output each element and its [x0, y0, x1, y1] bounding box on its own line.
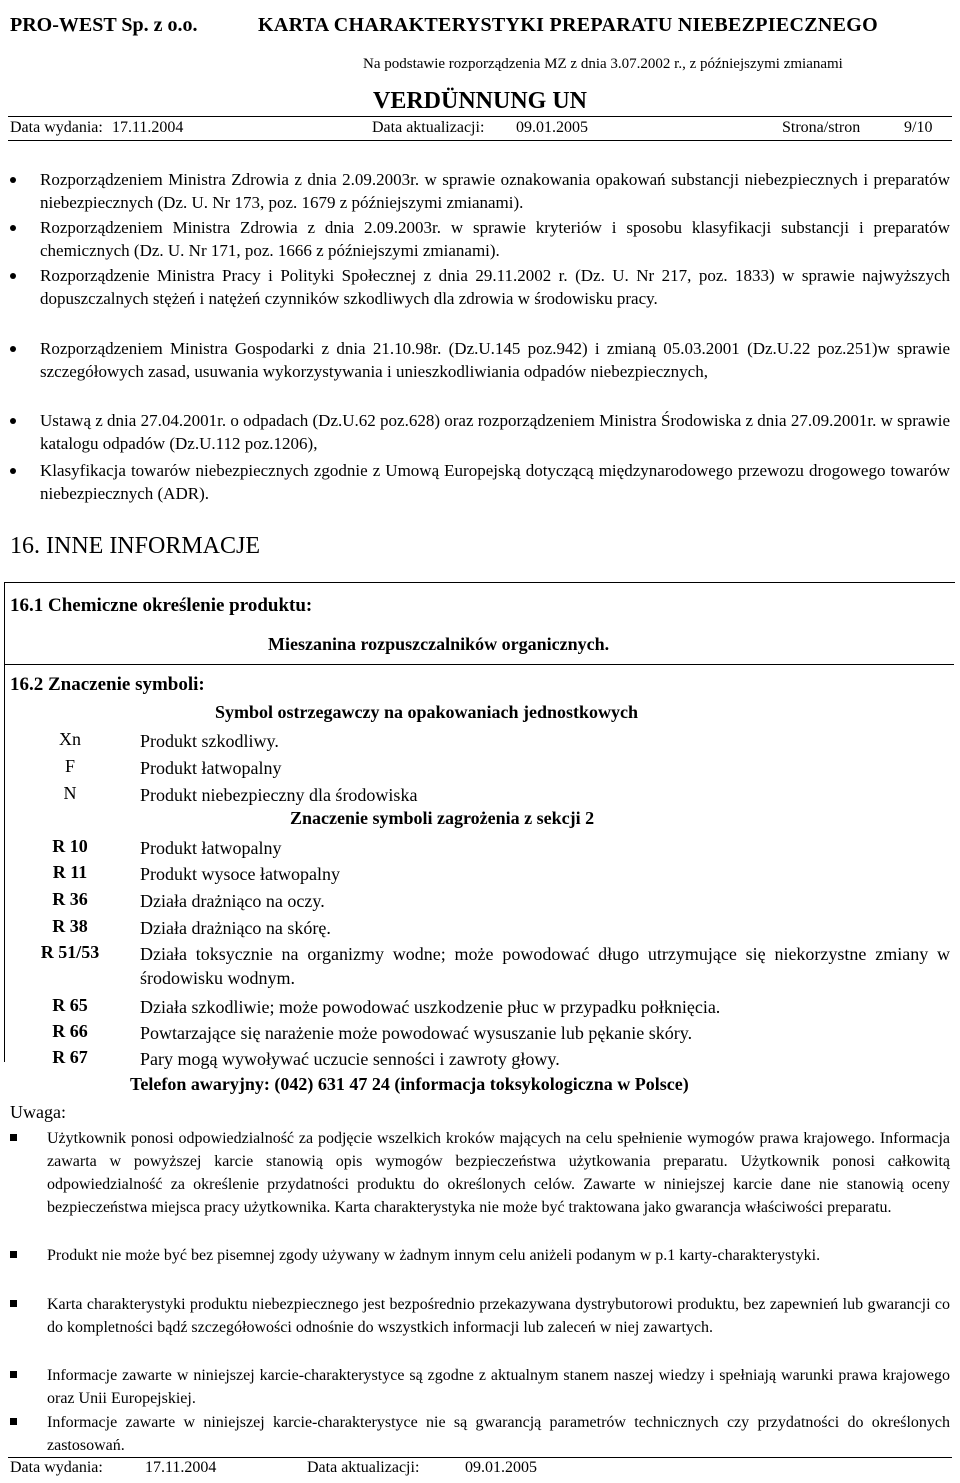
- symbol-description: Produkt łatwopalny: [140, 758, 282, 778]
- r-phrase-text: Produkt wysoce łatwopalny: [140, 864, 340, 884]
- subsection-divider: [5, 664, 954, 665]
- regulation-text: Ustawą z dnia 27.04.2001r. o odpadach (Dz.U.62 poz.628) oraz rozporządzeniem Ministra Środowiska z dnia 27.09.2001r. w sprawie katalogu odpadów (Dz.U.112 poz.1206),: [40, 411, 950, 453]
- footer-issue-date: 17.11.2004: [145, 1459, 217, 1476]
- header-divider: [8, 116, 952, 117]
- page-number: 9/10: [904, 119, 933, 136]
- r-phrase-text: Powtarzające się narażenie może powodować wysuszanie lub pękanie skóry.: [140, 1023, 693, 1043]
- bullet-icon: [10, 273, 16, 279]
- bullet-icon: [10, 177, 16, 183]
- bullet-icon: [10, 346, 16, 352]
- section-heading: 16. INNE INFORMACJE: [10, 533, 261, 559]
- footer-divider: [8, 1457, 952, 1458]
- note-item: [10, 1411, 950, 1457]
- r-phrase-text: Działa szkodliwie; może powodować uszkodzenie płuc w przypadku połknięcia.: [140, 997, 721, 1017]
- subsection-16-1-heading: 16.1 Chemiczne określenie produktu:: [10, 595, 313, 616]
- regulation-text: Klasyfikacja towarów niebezpiecznych zgodnie z Umową Europejską dotyczącą międzynarodowego przewozu drogowego towarów niebezpiecznych (ADR).: [40, 461, 950, 503]
- note-item: [10, 1364, 950, 1410]
- subsection-16-2-heading: 16.2 Znaczenie symboli:: [10, 674, 205, 695]
- note-text: Informacje zawarte w niniejszej karcie-charakterystyce są zgodne z aktualnym stanem naszej wiedzy i spełniają warunki prawa krajowego oraz Unii Europejskiej.: [47, 1367, 950, 1407]
- issue-date-label: Data wydania:: [10, 119, 103, 136]
- symbol-description: Produkt szkodliwy.: [140, 731, 279, 751]
- square-bullet-icon: [10, 1418, 17, 1425]
- square-bullet-icon: [10, 1300, 17, 1307]
- symbols-table-heading: Symbol ostrzegawczy na opakowaniach jednostkowych: [215, 702, 639, 722]
- update-date-label: Data aktualizacji:: [372, 119, 485, 136]
- note-item: [10, 1127, 950, 1219]
- r-phrases-heading: Znaczenie symboli zagrożenia z sekcji 2: [290, 808, 595, 828]
- r-phrase-text: Działa toksycznie na organizmy wodne; może powodować długo utrzymujące się niekorzystne zmiany w środowisku wodnym.: [140, 944, 950, 988]
- emergency-phone: Telefon awaryjny: (042) 631 47 24 (informacja toksykologiczna w Polsce): [130, 1074, 689, 1094]
- r-phrase-code: R 66: [52, 1021, 88, 1041]
- r-phrase-code: R 65: [52, 995, 88, 1015]
- meta-divider: [8, 140, 952, 141]
- square-bullet-icon: [10, 1251, 17, 1258]
- regulation-item: [10, 459, 950, 505]
- company-name: PRO-WEST Sp. z o.o.: [10, 14, 198, 36]
- regulation-item: [10, 409, 950, 455]
- bullet-icon: [10, 468, 16, 474]
- r-phrase-text: Działa drażniąco na skórę.: [140, 918, 331, 938]
- r-phrase-code: R 51/53: [40, 942, 100, 962]
- footer-update-label: Data aktualizacji:: [307, 1459, 420, 1476]
- product-name: VERDÜNNUNG UN: [373, 88, 587, 114]
- r-phrase-code: R 67: [52, 1047, 88, 1067]
- symbol-description: Produkt niebezpieczny dla środowiska: [140, 785, 418, 805]
- regulation-text: Rozporządzeniem Ministra Gospodarki z dnia 21.10.98r. (Dz.U.145 poz.942) i zmianą 05.03.2001 (Dz.U.22 poz.251)w sprawie szczegółowych zasad, usuwania wykorzystywania i unieszkodliwiania odpadów niebezpiecznych,: [40, 339, 950, 381]
- update-date: 09.01.2005: [516, 119, 588, 136]
- note-text: Karta charakterystyki produktu niebezpiecznego jest bezpośrednio przekazywana dystrybutorowi produktu, bez zapewnień lub gwarancji co do kompletności bądź szczegółowości odnośnie do wszystkich informacji lub zaleceń w niej zawartych.: [47, 1296, 950, 1336]
- r-phrase-text: Pary mogą wywoływać uczucie senności i zawroty głowy.: [140, 1049, 560, 1069]
- bullet-icon: [10, 418, 16, 424]
- regulation-item: [10, 168, 950, 214]
- regulation-text: Rozporządzenie Ministra Pracy i Polityki Społecznej z dnia 29.11.2002 r. (Dz. U. Nr 217, poz. 1833) w sprawie najwyższych dopuszczalnych stężeń i natężeń czynników szkodliwych dla zdrowia w środowisku pracy.: [40, 266, 950, 308]
- regulation-text: Rozporządzeniem Ministra Zdrowia z dnia 2.09.2003r. w sprawie kryteriów i sposobu klasyfikacji substancji i preparatów chemicznych (Dz. U. Nr 171, poz. 1666 z późniejszymi zmianami).: [40, 218, 950, 260]
- document-subtitle: Na podstawie rozporządzenia MZ z dnia 3.07.2002 r., z późniejszymi zmianami: [363, 56, 843, 72]
- square-bullet-icon: [10, 1134, 17, 1141]
- note-item: [10, 1293, 950, 1339]
- page-label: Strona/stron: [782, 119, 861, 136]
- r-phrase-code: R 36: [52, 889, 88, 909]
- symbol-code: N: [63, 783, 77, 803]
- symbol-code: Xn: [59, 729, 81, 749]
- r-phrase-text: Produkt łatwopalny: [140, 838, 282, 858]
- footer-update-date: 09.01.2005: [465, 1459, 537, 1476]
- document-title: KARTA CHARAKTERYSTYKI PREPARATU NIEBEZPIECZNEGO: [258, 14, 878, 36]
- note-text: Informacje zawarte w niniejszej karcie-charakterystyce nie są gwarancją parametrów technicznych czy przydatności do określonych zastosowań.: [47, 1414, 950, 1454]
- footer-issue-label: Data wydania:: [10, 1459, 103, 1476]
- note-text: Produkt nie może być bez pisemnej zgody używany w żadnym innym celu aniżeli podanym w p.1 karty-charakterystyki.: [47, 1247, 821, 1264]
- regulation-text: Rozporządzeniem Ministra Zdrowia z dnia 2.09.2003r. w sprawie oznakowania opakowań substancji niebezpiecznych i preparatów niebezpiecznych (Dz. U. Nr 173, poz. 1679 z późniejszymi zmianami).: [40, 170, 950, 212]
- note-text: Użytkownik ponosi odpowiedzialność za podjęcie wszelkich kroków mających na celu spełnienie wymogów prawa krajowego. Informacja zawarta w powyższej karcie stanowią opis wymogów bezpieczeństwa użytkowania preparatu. Użytkownik ponosi całkowitą odpowiedzialność za określenie przydatności produktu do określonych celów. Zawarte w niniejszej karcie dane nie stanowią oceny bezpieczeństwa miejsca pracy użytkownika. Karta charakterystyka nie może być traktowana jako gwarancja właściwości preparatu.: [47, 1130, 950, 1216]
- r-phrase-code: R 38: [52, 916, 88, 936]
- regulation-item: [10, 337, 950, 383]
- bullet-icon: [10, 225, 16, 231]
- note-item: [10, 1244, 950, 1267]
- regulation-item: [10, 264, 950, 310]
- r-phrase-text: Działa drażniąco na oczy.: [140, 891, 325, 911]
- chemical-description: Mieszanina rozpuszczalników organicznych.: [268, 634, 610, 654]
- r-phrase-code: R 11: [52, 862, 88, 882]
- regulation-item: [10, 216, 950, 262]
- symbol-code: F: [64, 756, 75, 776]
- notes-heading: Uwaga:: [10, 1102, 66, 1122]
- square-bullet-icon: [10, 1371, 17, 1378]
- issue-date: 17.11.2004: [112, 119, 184, 136]
- r-phrase-code: R 10: [52, 836, 88, 856]
